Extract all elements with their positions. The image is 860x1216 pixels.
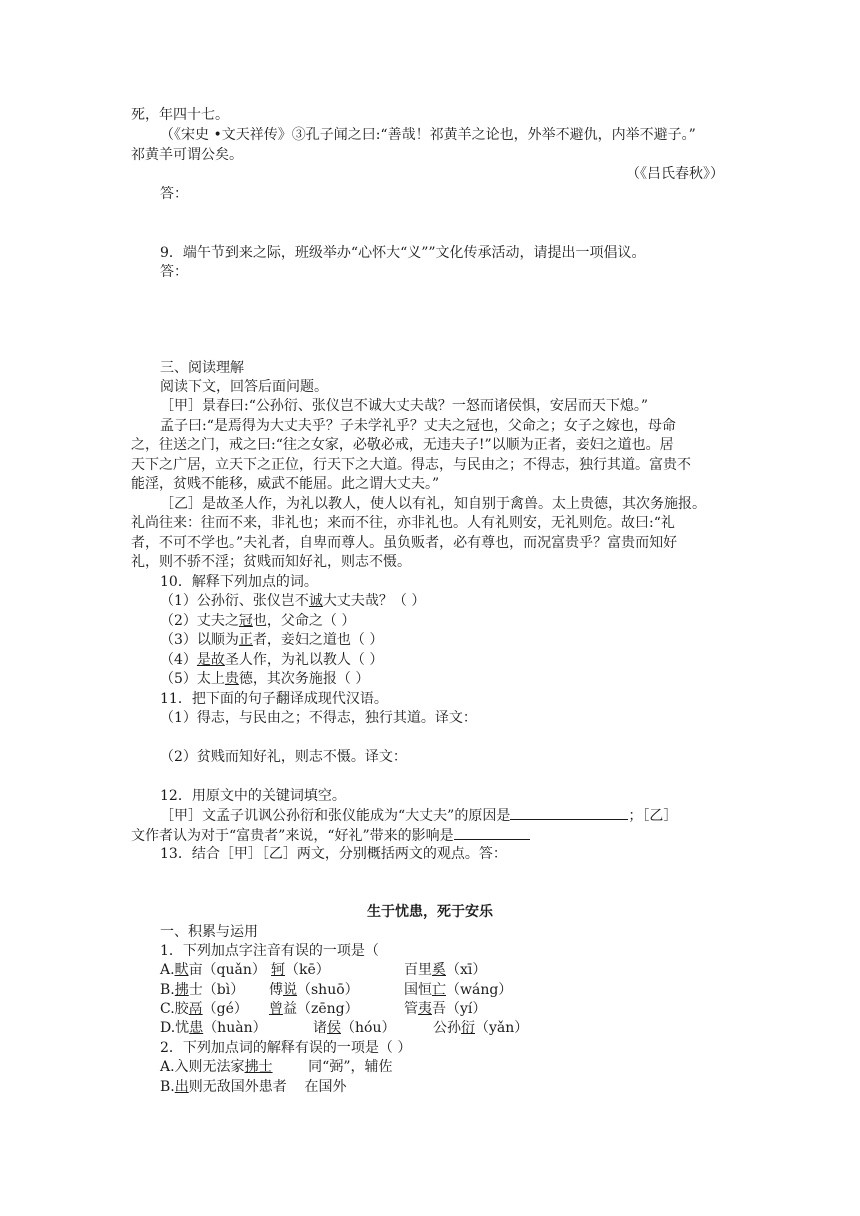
passage-yi-line: 礼尚往来：往而不来，非礼也；来而不往，亦非礼也。人有礼则安，无礼则危。故曰:“礼 [131, 515, 675, 531]
option-d-3: 公孙衍（yǎn） [433, 1020, 529, 1036]
option-b-2: 傅说（shuō） [269, 982, 359, 998]
item-text: 大丈夫哉？（ ） [322, 593, 426, 609]
item-text: 也，父命之（ ） [252, 613, 356, 629]
option-a-1: A.畎亩（quǎn） [160, 962, 266, 978]
option-b-1: B.拂士（bì） [160, 982, 245, 998]
item-text: （3）以顺为 [160, 632, 239, 648]
answer-label: 答： [160, 264, 188, 280]
dotted-word: 正 [238, 632, 253, 648]
item-text: 德，其次务施报（ ） [238, 671, 370, 687]
passage-jia-line: 孟子曰:“是焉得为大丈夫乎？子未学礼乎？丈夫之冠也，父命之；女子之嫁也，母命 [160, 418, 676, 434]
passage-yi-line: ［乙］是故圣人作，为礼以教人，使人以有礼，知自别于禽兽。太上贵德，其次务施报。 [160, 496, 706, 512]
question-12: 12．用原文中的关键词填空。 [160, 788, 346, 804]
option-a: A.入则无法家拂士 同“弼”，辅佐 [160, 1059, 393, 1075]
item-text: 圣人作，为礼以教人（ ） [224, 652, 384, 668]
item-text: 者，妾妇之道也（ ） [252, 632, 384, 648]
question-10-item [160, 630, 383, 650]
fill-line [131, 825, 530, 846]
answer-blank[interactable] [510, 805, 628, 820]
question-10-item [160, 650, 383, 670]
question-1: 1．下列加点字注音有误的一项是（ [160, 943, 379, 959]
item-text: （2）丈夫之 [160, 613, 239, 629]
instruction: 阅读下文，回答后面问题。 [160, 379, 328, 395]
text-line: 祁黄羊可谓公矣。 [131, 147, 243, 163]
passage-jia-line: ［甲］景春曰:“公孙衍、张仪岂不诚大丈夫哉？一怒而诸侯惧，安居而天下熄。” [160, 398, 649, 414]
section-heading: 一、积累与运用 [160, 924, 258, 940]
option-a-2: 轲（kē） [271, 962, 330, 978]
passage-jia-line: 之，往送之门，戒之曰:“往之女家，必敬必戒，无违夫子!”以顺为正者，妾妇之道也。居 [131, 437, 674, 453]
question-9: 9．端午节到来之际，班级举办“心怀大“义””文化传承活动，请提出一项倡议。 [160, 245, 646, 261]
question-10-item [160, 669, 369, 689]
question-13: 13．结合［甲］［乙］两文，分别概括两文的观点。答： [160, 846, 507, 862]
fill-text: ［甲］文孟子讥讽公孙衍和张仪能成为“大丈夫”的原因是 [160, 808, 511, 824]
translation-item: （2）贫贱而知好礼，则志不慑。译文： [160, 749, 407, 765]
option-a-3: 百里奚（xī） [404, 962, 487, 978]
dotted-word: 是故 [196, 652, 225, 668]
item-text: （5）太上 [160, 671, 225, 687]
passage-yi-line: 礼，则不骄不淫；贫贱而知好礼，则志不慑。 [131, 554, 411, 570]
question-10-item [160, 611, 355, 631]
source-citation: （《吕氏春秋》） [626, 166, 724, 182]
question-10-item [160, 591, 425, 611]
question-10: 10．解释下列加点的词。 [160, 574, 318, 590]
option-c-1: C.胶鬲（gé） [160, 1001, 248, 1017]
passage-jia-line: 天下之广居，立天下之正位，行天下之大道。得志，与民由之；不得志，独行其道。富贵不 [131, 457, 691, 473]
item-text: （1）公孙衍、张仪岂不 [160, 593, 309, 609]
option-c-3: 管夷吾（yí） [404, 1001, 487, 1017]
dotted-word: 贵 [224, 671, 239, 687]
answer-label: 答： [160, 186, 188, 202]
dotted-word: 诚 [308, 593, 323, 609]
option-b-3: 国恒亡（wáng） [404, 982, 513, 998]
fill-text: ；［乙］ [628, 808, 678, 824]
fill-line [160, 805, 677, 826]
option-c-2: 曾益（zēng） [269, 1001, 359, 1017]
option-d-2: 诸侯（hóu） [313, 1020, 396, 1036]
option-b: B.出则无敌国外患者 在国外 [160, 1079, 347, 1095]
section-heading: 三、阅读理解 [160, 360, 244, 376]
answer-blank[interactable] [454, 825, 530, 840]
text-line: （《宋史 •文天祥传》③孔子闻之曰:“善哉！祁黄羊之论也，外举不避仇，内举不避子。” [160, 127, 696, 143]
translation-item: （1）得志，与民由之；不得志，独行其道。译文： [160, 710, 477, 726]
passage-yi-line: 者，不可不学也。”夫礼者，自卑而尊人。虽负贩者，必有尊也，而况富贵乎？富贵而知好 [131, 535, 678, 551]
fill-text: 文作者认为对于“富贵者”来说，“好礼”带来的影响是 [131, 828, 454, 844]
dotted-word: 冠 [238, 613, 253, 629]
question-11: 11．把下面的句子翻译成现代汉语。 [160, 691, 388, 707]
question-2: 2．下列加点词的解释有误的一项是（ ） [160, 1040, 412, 1056]
option-d-1: D.忧患（huàn） [160, 1020, 267, 1036]
lesson-title: 生于忧患，死于安乐 [367, 904, 493, 920]
passage-jia-line: 能淫，贫贱不能移，威武不能屈。此之谓大丈夫。” [131, 476, 440, 492]
item-text: （4） [160, 652, 197, 668]
text-line: 死，年四十七。 [131, 107, 229, 123]
